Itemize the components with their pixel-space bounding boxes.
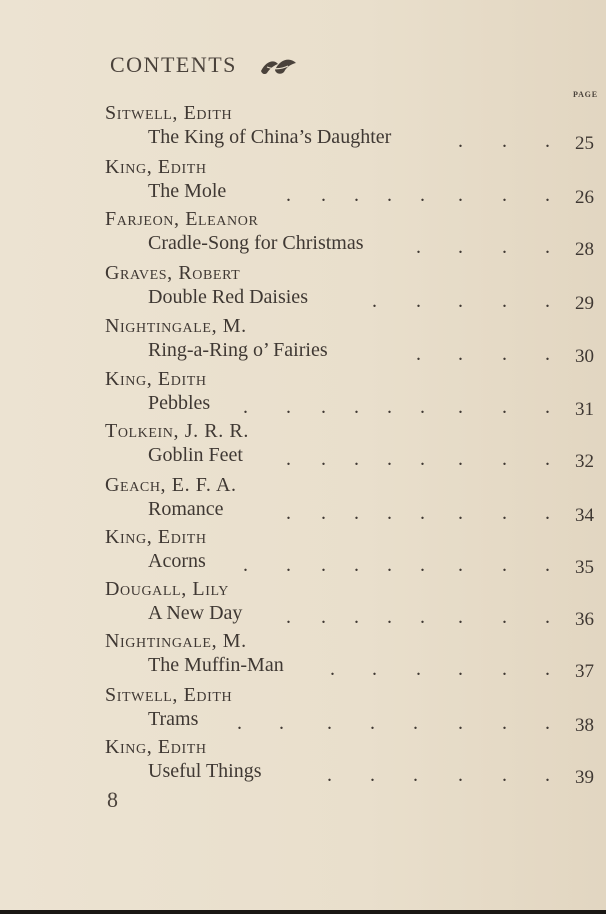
dot-leader: . . . . . bbox=[372, 290, 550, 312]
entry-title: The Muffin-Man bbox=[148, 654, 284, 676]
entry-page-number: 25 bbox=[575, 133, 594, 154]
contents-entry bbox=[0, 630, 606, 682]
dot-leader: . . . . . . . . bbox=[237, 712, 550, 734]
entry-page-number: 37 bbox=[575, 661, 594, 682]
entry-page-number: 26 bbox=[575, 187, 594, 208]
dot-leader: . . . . . . . . bbox=[286, 448, 550, 470]
entry-page-number: 35 bbox=[575, 557, 594, 578]
dot-leader: . . . . . . . . bbox=[286, 502, 550, 524]
entry-author: King, Edith bbox=[105, 736, 207, 758]
contents-entry bbox=[0, 262, 606, 314]
entry-title: Ring-a-Ring o’ Fairies bbox=[148, 339, 328, 361]
contents-entry bbox=[0, 474, 606, 526]
contents-entry bbox=[0, 102, 606, 154]
entry-page-number: 28 bbox=[575, 239, 594, 260]
entry-page-number: 30 bbox=[575, 346, 594, 367]
entry-page-number: 36 bbox=[575, 609, 594, 630]
entry-title: Trams bbox=[148, 708, 199, 730]
contents-entry bbox=[0, 156, 606, 208]
contents-entry bbox=[0, 736, 606, 788]
entry-author: Nightingale, M. bbox=[105, 315, 247, 337]
entry-author: Sitwell, Edith bbox=[105, 684, 233, 706]
entry-title: Acorns bbox=[148, 550, 206, 572]
entry-page-number: 38 bbox=[575, 715, 594, 736]
dot-leader: . . . . . . . . bbox=[286, 184, 550, 206]
folio-page-number: 8 bbox=[107, 787, 118, 812]
entry-author: Graves, Robert bbox=[105, 262, 241, 284]
entry-page-number: 31 bbox=[575, 399, 594, 420]
scan-edge bbox=[0, 910, 606, 914]
entry-author: Farjeon, Eleanor bbox=[105, 208, 259, 230]
dot-leader: . . . . . . . . . bbox=[243, 554, 550, 576]
dot-leader: . . . . bbox=[416, 343, 550, 365]
contents-entry bbox=[0, 578, 606, 630]
entry-author: King, Edith bbox=[105, 156, 207, 178]
dot-leader: . . . . . . . . bbox=[286, 606, 550, 628]
entry-title: Romance bbox=[148, 498, 224, 520]
entry-title: A New Day bbox=[148, 602, 243, 624]
entry-author: Nightingale, M. bbox=[105, 630, 247, 652]
entry-page-number: 29 bbox=[575, 293, 594, 314]
page-column-label: PAGE bbox=[573, 90, 598, 99]
leaf-ornament-icon bbox=[258, 55, 300, 77]
entry-title: The Mole bbox=[148, 180, 227, 202]
entry-page-number: 39 bbox=[575, 767, 594, 788]
entry-author: Tolkein, J. R. R. bbox=[105, 420, 249, 442]
contents-entry bbox=[0, 315, 606, 367]
entry-title: The King of China’s Daughter bbox=[148, 126, 392, 148]
contents-entry bbox=[0, 368, 606, 420]
dot-leader: . . . . . . . . . bbox=[243, 396, 550, 418]
contents-entry bbox=[0, 420, 606, 472]
dot-leader: . . . . . . bbox=[327, 764, 550, 786]
contents-entry bbox=[0, 208, 606, 260]
entry-page-number: 34 bbox=[575, 505, 594, 526]
entry-author: King, Edith bbox=[105, 526, 207, 548]
entry-title: Cradle-Song for Christmas bbox=[148, 232, 364, 254]
entry-author: Sitwell, Edith bbox=[105, 102, 233, 124]
entry-author: Geach, E. F. A. bbox=[105, 474, 237, 496]
contents-entry bbox=[0, 526, 606, 578]
dot-leader: . . . . . . bbox=[330, 658, 550, 680]
dot-leader: . . . bbox=[458, 130, 550, 152]
dot-leader: . . . . bbox=[416, 236, 550, 258]
entry-page-number: 32 bbox=[575, 451, 594, 472]
contents-heading: CONTENTS bbox=[110, 52, 237, 77]
entry-author: Dougall, Lily bbox=[105, 578, 229, 600]
entry-author: King, Edith bbox=[105, 368, 207, 390]
entry-title: Goblin Feet bbox=[148, 444, 243, 466]
entry-title: Useful Things bbox=[148, 760, 262, 782]
entry-title: Double Red Daisies bbox=[148, 286, 308, 308]
entry-title: Pebbles bbox=[148, 392, 211, 414]
contents-entry bbox=[0, 684, 606, 736]
